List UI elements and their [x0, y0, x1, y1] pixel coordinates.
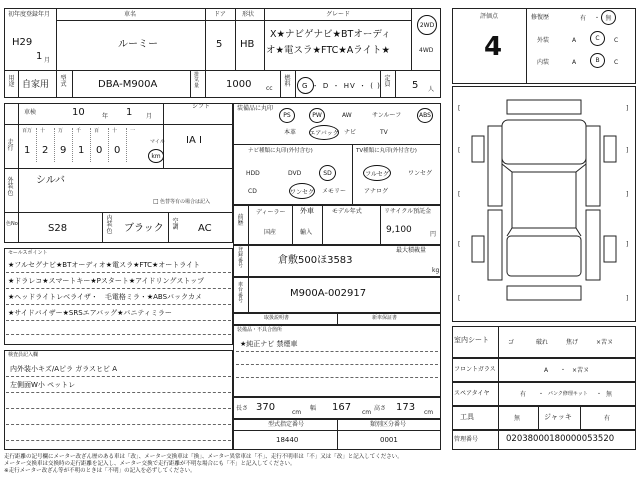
capacity-label: 定員 [384, 75, 391, 89]
divider [526, 8, 527, 84]
manage-value: 02038000180000053520 [506, 434, 615, 444]
odometer-place-label: 百万 [22, 128, 33, 134]
equipment-label: 装備品に丸印 [237, 105, 274, 112]
exterior-grade-selected: C [590, 31, 605, 46]
4wd-option: 4WD [419, 47, 434, 54]
score-label: 評価点 [480, 13, 499, 20]
model-designation-label: 型式指定番号 [268, 421, 305, 428]
registration-label: 登録番号 [237, 247, 243, 269]
divider [337, 313, 338, 325]
fuel-options: G ・ D ・ HV ・ ( ) [302, 82, 381, 90]
chassis-value: M900A-002917 [290, 288, 367, 299]
odometer-place-label: 百 [94, 128, 100, 134]
divider [205, 8, 206, 70]
divider [72, 70, 73, 98]
rule [6, 320, 231, 321]
inspection-year-unit: 年 [102, 113, 109, 120]
equipment-item: TV [380, 129, 388, 136]
odometer-place-label: 十 [112, 128, 118, 134]
divider [4, 212, 233, 213]
spare-option: 有 [520, 391, 527, 398]
divider [380, 205, 381, 245]
svg-text:[: [ [458, 241, 461, 248]
fuel-label: 燃料 [284, 75, 291, 89]
divider [56, 70, 57, 98]
seat-option: ×苦ヌ [596, 339, 614, 346]
navi-type-circled: ワンセグ [289, 183, 315, 199]
svg-text:]: ] [626, 105, 629, 112]
divider [4, 70, 441, 71]
grade-line-2: オ★電スラ★FTC★Aライト★ [266, 45, 390, 56]
equipment-item: AW [342, 112, 352, 119]
equipment-item-circled: PW [309, 108, 325, 123]
interior-grade-option: C [614, 59, 619, 66]
shift-label: シフト [192, 103, 211, 110]
ac-label: 空調 [172, 218, 179, 232]
repair-label: 修復歴 [531, 14, 550, 21]
equipment-item-circled: エアバッグ [309, 125, 339, 140]
navi-type: DVD [288, 170, 302, 177]
door-value: 5 [216, 39, 223, 50]
glass-option: ・ [560, 367, 567, 374]
divider [56, 20, 411, 21]
inspector-notes-label: 検査員記入欄 [8, 352, 39, 358]
divider [235, 8, 236, 70]
spare-option: ・ [596, 391, 603, 398]
divider [233, 144, 441, 145]
divider [411, 8, 412, 70]
odometer-place-label: 十 [40, 128, 46, 134]
odometer-divider [54, 128, 55, 162]
interior-color-value: ブラック [124, 223, 164, 234]
recycle-label: リサイクル預託金 [384, 208, 432, 215]
rule [6, 424, 231, 425]
equipment-item-circled: PS [279, 108, 295, 123]
tv-type-label: TV種類に丸印(外付含む) [356, 148, 417, 154]
odometer-divider [108, 128, 109, 162]
color-change-note: 色替等有の場合は記入 [160, 199, 211, 205]
odometer-digit: 9 [60, 145, 67, 156]
usage-label: 用途 [8, 75, 15, 89]
svg-text:[: [ [458, 295, 461, 302]
grade-label: グレード [326, 11, 351, 18]
size-unit: cm [424, 409, 434, 416]
equipment-item: 本革 [284, 129, 297, 136]
exterior-color-value: シルバ [36, 175, 66, 186]
svg-text:]: ] [626, 191, 629, 198]
interior-grade-option: A [572, 59, 577, 66]
divider [264, 8, 265, 70]
height-label: 高さ [374, 405, 387, 412]
sales-point-line: ★ドラレコ★スマートキー★Pスタート★アイドリングストップ [8, 277, 205, 285]
warranty-check: 新車保証書 [372, 315, 398, 321]
exterior-grade-option: A [572, 37, 577, 44]
mileage-unit-label: マイル [150, 139, 165, 145]
width-value: 167 [332, 402, 352, 413]
divider [190, 70, 191, 98]
registration-value: 倉敷500ほ3583 [278, 255, 353, 266]
odometer-divider [126, 128, 127, 162]
dealer-option: 輸入 [300, 229, 313, 236]
divider [580, 406, 581, 430]
door-label: ドア [214, 11, 226, 18]
month-unit: 月 [44, 57, 51, 64]
spare-option: 無 [606, 391, 613, 398]
category-label: 類別区分番号 [370, 421, 407, 428]
ac-value: AC [198, 223, 212, 234]
color-change-checkbox: □ [153, 198, 159, 205]
divider [538, 406, 539, 430]
displacement-value: 1000 [226, 79, 252, 90]
capacity-value: 5 [412, 80, 419, 91]
exterior-grade-option: C [614, 37, 619, 44]
width-label: 幅 [310, 405, 317, 412]
navi-type: HDD [246, 170, 260, 177]
jack-value: 有 [604, 415, 611, 422]
2wd-option-circled: 2WD [417, 15, 437, 35]
repair-selected: 無 [601, 10, 616, 25]
equipment-notes-frame [233, 325, 441, 397]
svg-text:]: ] [626, 295, 629, 302]
mileage-unit-circled: km [148, 149, 164, 163]
odometer-place-label: 万 [58, 128, 64, 134]
divider [18, 70, 19, 98]
glass-option: ×苦ヌ [572, 367, 590, 374]
equipment-notes-label: 装備品・不具合箇所 [237, 327, 283, 333]
divider [233, 430, 441, 431]
navi-type: CD [248, 188, 257, 195]
inspection-label: 車検 [24, 109, 37, 116]
repair-option: ・ [594, 15, 601, 22]
chassis-label: 車台番号 [237, 282, 243, 304]
rule [6, 376, 231, 377]
navi-type: メモリー [322, 188, 347, 195]
inspection-year: 10 [72, 107, 85, 118]
svg-text:]: ] [626, 147, 629, 154]
divider [295, 70, 296, 98]
usage-value: 自家用 [22, 80, 50, 90]
divider [102, 212, 103, 243]
footer-note: ※走行メーター改ざん等が不明のときは「不明」の記入を必ずしてください。 [4, 468, 196, 474]
fuel-selected-circle [297, 77, 314, 94]
shape-label: 形状 [242, 11, 255, 18]
model-value: DBA-M900A [98, 79, 158, 90]
score-value: 4 [484, 32, 503, 62]
repair-option: 有 [580, 15, 587, 22]
seat-option: ゴ [508, 339, 515, 346]
svg-text:[: [ [458, 147, 461, 154]
navi-type-circled: SD [319, 165, 336, 181]
odometer-place-label: 千 [76, 128, 82, 134]
divider [168, 212, 169, 243]
divider [248, 205, 249, 245]
divider [292, 205, 293, 245]
sales-points-label: セールスポイント [8, 250, 48, 256]
sales-point-line: ★フルセグナビ★BTオーディオ★電スラ★FTC★オートライト [8, 261, 201, 269]
tools-value: 無 [514, 415, 521, 422]
rule [6, 408, 231, 409]
max-load-label: 最大積載量 [396, 247, 427, 254]
glass-label: フロントガラス [454, 366, 496, 373]
odometer-place-label: 一 [130, 128, 136, 134]
spare-option: ・ [538, 391, 545, 398]
inspector-note-line: 左側面W小 ペットレ [10, 381, 76, 389]
rule [6, 288, 231, 289]
divider [280, 70, 281, 98]
glass-option: A [544, 367, 549, 374]
inspection-month: 1 [126, 107, 133, 118]
equipment-item: ナビ [344, 129, 357, 136]
rule [6, 392, 231, 393]
odometer-divider [72, 128, 73, 162]
recycle-unit: 円 [430, 231, 437, 238]
interior-color-label: 内装色 [106, 215, 113, 235]
model-year-label: モデル年式 [332, 208, 362, 215]
spare-label: スペアタイヤ [454, 390, 490, 397]
length-value: 370 [256, 402, 276, 413]
equipment-item-circled: ABS [417, 108, 433, 123]
mileage-label: 走行 [7, 139, 14, 153]
color-no-label: 色No. [6, 221, 20, 227]
dealer-option: 国産 [264, 229, 277, 236]
inspection-month-unit: 月 [146, 113, 153, 120]
manage-label: 管理番号 [454, 436, 479, 443]
category-value: 0001 [380, 436, 398, 444]
displacement-unit: cc [266, 85, 273, 92]
rule [236, 351, 438, 352]
interior-grade-label: 内装 [537, 59, 550, 66]
tv-type-circled: フルセグ [363, 165, 391, 181]
rule [6, 334, 231, 335]
first-reg-label: 初年度登録年月 [8, 11, 51, 18]
rule [6, 440, 231, 441]
equipment-item: サンルーフ [372, 112, 402, 119]
dealer-value: 外車 [300, 207, 314, 215]
odometer-digit: 1 [78, 145, 85, 156]
odometer-digit: 1 [24, 145, 31, 156]
svg-text:[: [ [458, 105, 461, 112]
model-designation-value: 18440 [276, 436, 299, 444]
shape-value: HB [240, 39, 255, 50]
grade-line-1: X★ナビゲナビ★BTオーディ [270, 29, 391, 40]
interior-grade-selected: B [590, 53, 605, 68]
recycle-value: 9,100 [386, 225, 412, 235]
first-reg-value: H29 [12, 37, 33, 48]
odometer-digit: 0 [114, 145, 121, 156]
sales-point-line: ★ヘッドライトレベライザ・ 毛電格ミラ・★ABSバックカメ [8, 293, 203, 301]
seat-label: 室内シート [454, 336, 489, 344]
divider [337, 419, 338, 450]
model-label: 型式 [60, 75, 67, 89]
seat-option: 焦げ [566, 339, 579, 346]
footer-note: 走行距離の記号欄にメーター改ざん歴のある車は「改」、メーター交換車は「換」、メーター異常車は「不」、走行不明車は「不」又は「改」と記入してください。 [4, 454, 403, 460]
dealer-label: ディーラー [256, 209, 286, 216]
divider [4, 168, 233, 169]
footer-note: メーター交換車は交換時の走行距離を記入し、メーター交換で走行距離が不明な場合にも「不」と記入してください。 [4, 461, 296, 467]
tools-label: 工具 [460, 413, 474, 421]
svg-text:[: [ [458, 191, 461, 198]
height-value: 173 [396, 402, 416, 413]
seat-option: 破れ [536, 339, 549, 346]
rule [6, 272, 231, 273]
rule [236, 364, 438, 365]
spare-option: パンク修理キット [548, 391, 588, 397]
length-label: 長さ [236, 405, 249, 412]
inspector-note-line: 内外装小キズ/Aピラ ガラスヒビ A [10, 365, 118, 373]
odometer-digit: 2 [42, 145, 49, 156]
load-unit: kg [432, 267, 440, 274]
odometer-divider [36, 128, 37, 162]
car-diagram [452, 86, 636, 322]
tv-type: ワンセグ [408, 170, 433, 177]
svg-text:]: ] [626, 241, 629, 248]
rule [6, 304, 231, 305]
size-unit: cm [292, 409, 302, 416]
size-unit: cm [362, 409, 372, 416]
rule [236, 377, 438, 378]
capacity-unit: 人 [428, 86, 435, 93]
tv-type: アナログ [364, 188, 389, 195]
odometer-digit: 0 [96, 145, 103, 156]
history-label: 前歴 [237, 214, 244, 228]
car-name-label: 車名 [124, 11, 137, 18]
first-reg-month: 1 [36, 51, 43, 62]
equipment-notes-value: ★純正ナビ 禁煙車 [240, 340, 298, 348]
shift-value: IA I [186, 135, 202, 146]
car-name-value: ルーミー [118, 39, 158, 50]
divider [395, 70, 396, 98]
divider [56, 8, 57, 70]
sales-point-line: ★サイドバイザー★SRSエアバッグ★バニティミラー [8, 309, 172, 317]
divider [4, 124, 233, 125]
color-no-value: S28 [48, 223, 68, 234]
divider [205, 70, 206, 98]
divider [352, 144, 353, 205]
exterior-color-label: 外装色 [7, 177, 14, 197]
divider [322, 205, 323, 245]
manual-check: 取扱説明書 [264, 315, 290, 321]
jack-label: ジャッキ [544, 413, 572, 421]
navi-type-label: ナビ種類に丸印(外付含む) [248, 148, 313, 154]
odometer-divider [90, 128, 91, 162]
exterior-grade-label: 外装 [537, 37, 550, 44]
displacement-label: 排気量 [193, 72, 199, 89]
